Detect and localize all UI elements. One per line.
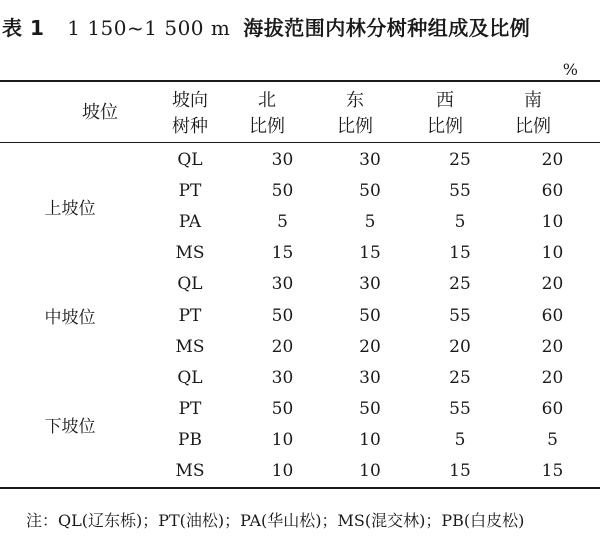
ratio-cell: 5 bbox=[277, 211, 288, 232]
ratio-cell: 20 bbox=[449, 336, 471, 357]
species-cell: QL bbox=[177, 367, 203, 388]
ratio-cell: 50 bbox=[271, 305, 294, 326]
ratio-cell: 15 bbox=[271, 243, 294, 264]
header-species: 树种 bbox=[172, 116, 208, 137]
ratio-cell: 50 bbox=[359, 180, 381, 201]
species-cell: PT bbox=[178, 305, 202, 326]
ratio-cell: 30 bbox=[271, 149, 294, 170]
header-ratio-south: 比例 bbox=[515, 116, 551, 137]
ratio-cell: 10 bbox=[271, 430, 294, 451]
header-rule bbox=[0, 142, 600, 143]
ratio-cell: 20 bbox=[541, 274, 564, 295]
header-aspect-south: 南 bbox=[524, 90, 542, 111]
ratio-cell: 60 bbox=[541, 399, 564, 420]
ratio-cell: 20 bbox=[359, 336, 381, 357]
ratio-cell: 5 bbox=[454, 430, 466, 451]
header-aspect-east: 东 bbox=[346, 90, 364, 111]
table-title: 海拔范围内林分树种组成及比例 bbox=[243, 16, 531, 40]
header-aspect: 坡向 bbox=[172, 90, 208, 111]
ratio-cell: 15 bbox=[359, 243, 381, 264]
header-ratio-east: 比例 bbox=[337, 116, 373, 137]
species-cell: MS bbox=[175, 243, 205, 264]
ratio-cell: 15 bbox=[449, 461, 471, 482]
ratio-cell: 55 bbox=[449, 180, 471, 201]
header-ratio-west: 比例 bbox=[427, 116, 463, 137]
ratio-cell: 15 bbox=[449, 243, 471, 264]
ratio-cell: 20 bbox=[541, 149, 564, 170]
ratio-cell: 15 bbox=[541, 461, 564, 482]
ratio-cell: 60 bbox=[541, 305, 564, 326]
ratio-cell: 25 bbox=[449, 149, 471, 170]
ratio-cell: 5 bbox=[454, 211, 466, 232]
ratio-cell: 5 bbox=[547, 430, 558, 451]
altitude-range: 1 150~1 500 m bbox=[67, 16, 231, 40]
table-row bbox=[0, 144, 600, 175]
ratio-cell: 50 bbox=[359, 399, 381, 420]
unit-label: % bbox=[562, 60, 578, 79]
species-cell: PA bbox=[178, 211, 202, 232]
header-ratio-north: 比例 bbox=[249, 116, 285, 137]
table-footnote: 注：QL(辽东栎)；PT(油松)；PA(华山松)；MS(混交林)；PB(白皮松) bbox=[26, 511, 525, 530]
bottom-rule bbox=[0, 487, 600, 489]
ratio-cell: 20 bbox=[271, 336, 294, 357]
header-position: 坡位 bbox=[82, 102, 118, 123]
ratio-cell: 5 bbox=[364, 211, 376, 232]
ratio-cell: 55 bbox=[449, 399, 471, 420]
ratio-cell: 25 bbox=[449, 367, 471, 388]
ratio-cell: 55 bbox=[449, 305, 471, 326]
ratio-cell: 20 bbox=[541, 367, 564, 388]
ratio-cell: 25 bbox=[449, 274, 471, 295]
ratio-cell: 50 bbox=[359, 305, 381, 326]
ratio-cell: 50 bbox=[271, 180, 294, 201]
table-row bbox=[0, 362, 600, 393]
slope-position-upper: 上坡位 bbox=[44, 198, 96, 219]
species-cell: QL bbox=[177, 274, 203, 295]
ratio-cell: 50 bbox=[271, 399, 294, 420]
table-caption bbox=[2, 14, 598, 42]
species-cell: PT bbox=[178, 399, 202, 420]
species-cell: MS bbox=[175, 461, 205, 482]
ratio-cell: 30 bbox=[359, 274, 381, 295]
ratio-cell: 10 bbox=[541, 243, 564, 264]
ratio-cell: 30 bbox=[271, 274, 294, 295]
species-ratio-table bbox=[0, 144, 600, 487]
species-cell: PT bbox=[178, 180, 202, 201]
ratio-cell: 10 bbox=[359, 430, 381, 451]
table-body bbox=[0, 144, 600, 487]
header-aspect-north: 北 bbox=[258, 90, 276, 111]
ratio-cell: 20 bbox=[541, 336, 564, 357]
top-rule bbox=[0, 80, 600, 82]
ratio-cell: 30 bbox=[359, 367, 381, 388]
species-cell: PB bbox=[178, 430, 202, 451]
ratio-cell: 10 bbox=[359, 461, 381, 482]
species-cell: MS bbox=[175, 336, 205, 357]
ratio-cell: 10 bbox=[541, 211, 564, 232]
ratio-cell: 30 bbox=[359, 149, 381, 170]
header-aspect-west: 西 bbox=[436, 90, 454, 111]
ratio-cell: 30 bbox=[271, 367, 294, 388]
table-number: 表 1 bbox=[2, 16, 45, 40]
slope-position-middle: 中坡位 bbox=[44, 308, 96, 329]
ratio-cell: 60 bbox=[541, 180, 564, 201]
species-cell: QL bbox=[177, 149, 203, 170]
table-row bbox=[0, 269, 600, 300]
slope-position-lower: 下坡位 bbox=[44, 417, 96, 438]
ratio-cell: 10 bbox=[271, 461, 294, 482]
